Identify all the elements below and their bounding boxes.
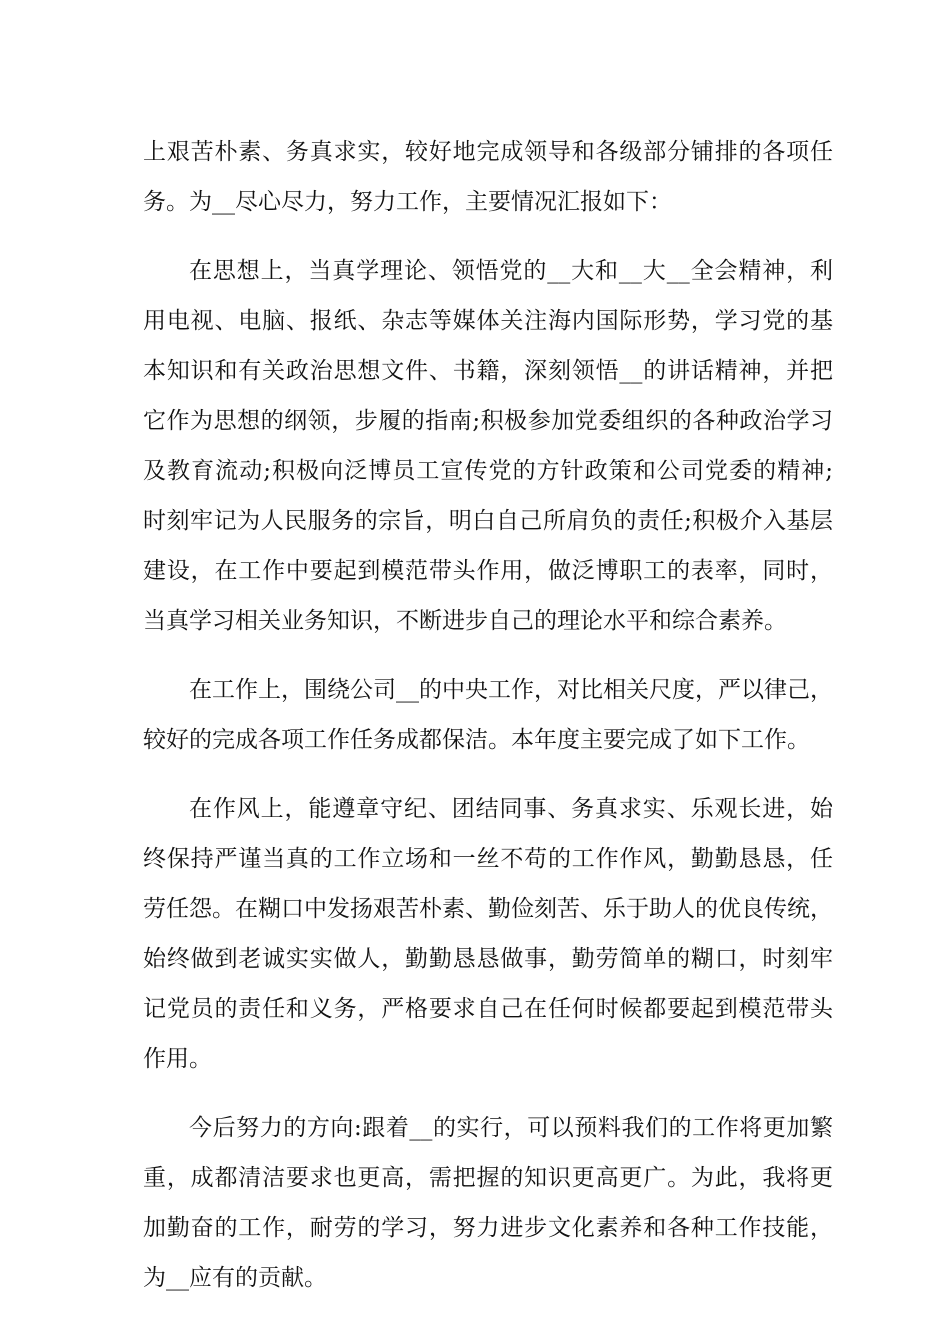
paragraph-2-line-4: 它作为思想的纲领，步履的指南;积极参加党委组织的各种政治学习	[143, 408, 833, 434]
paragraph-2-line-6: 时刻牢记为人民服务的宗旨，明白自己所肩负的责任;积极介入基层	[143, 508, 833, 534]
paragraph-2-line-2: 用电视、电脑、报纸、杂志等媒体关注海内国际形势，学习党的基	[143, 308, 833, 334]
paragraph-4-line-4: 始终做到老诚实实做人，勤勤恳恳做事，勤劳简单的糊口，时刻牢	[143, 946, 833, 972]
document-body	[143, 127, 833, 1303]
paragraph-2-line-1: 在思想上，当真学理论、领悟党的__大和__大__全会精神，利	[189, 258, 833, 284]
paragraph-1-line-1: 上艰苦朴素、务真求实，较好地完成领导和各级部分铺排的各项任	[143, 139, 833, 165]
paragraph-4-line-2: 终保持严谨当真的工作立场和一丝不苟的工作作风，勤勤恳恳，任	[143, 846, 833, 872]
paragraph-5-line-4: 为__应有的贡献。	[143, 1265, 327, 1291]
paragraph-2-line-8: 当真学习相关业务知识，不断进步自己的理论水平和综合素养。	[143, 608, 787, 634]
paragraph-2-line-3: 本知识和有关政治思想文件、书籍，深刻领悟__的讲话精神，并把	[143, 358, 833, 384]
paragraph-3-line-1: 在工作上，围绕公司__的中央工作，对比相关尺度，严以律己，	[189, 677, 833, 703]
paragraph-3-line-2: 较好的完成各项工作任务成都保洁。本年度主要完成了如下工作。	[143, 727, 810, 753]
paragraph-2-line-5: 及教育流动;积极向泛博员工宣传党的方针政策和公司党委的精神;	[143, 458, 833, 484]
paragraph-4-line-1: 在作风上，能遵章守纪、团结同事、务真求实、乐观长进，始	[189, 796, 833, 822]
paragraph-2-line-7: 建设，在工作中要起到模范带头作用，做泛博职工的表率，同时，	[143, 558, 833, 584]
paragraph-5-line-2: 重，成都清洁要求也更高，需把握的知识更高更广。为此，我将更	[143, 1165, 833, 1191]
paragraph-5-line-1: 今后努力的方向:跟着__的实行，可以预料我们的工作将更加繁	[189, 1115, 833, 1141]
paragraph-1-line-2: 务。为__尽心尽力，努力工作，主要情况汇报如下：	[143, 189, 672, 215]
paragraph-5-line-3: 加勤奋的工作，耐劳的学习，努力进步文化素养和各种工作技能，	[143, 1215, 833, 1241]
paragraph-4-line-3: 劳任怨。在糊口中发扬艰苦朴素、勤俭刻苦、乐于助人的优良传统，	[143, 896, 833, 922]
paragraph-4-line-6: 作用。	[143, 1046, 212, 1072]
paragraph-4-line-5: 记党员的责任和义务，严格要求自己在任何时候都要起到模范带头	[143, 996, 833, 1022]
